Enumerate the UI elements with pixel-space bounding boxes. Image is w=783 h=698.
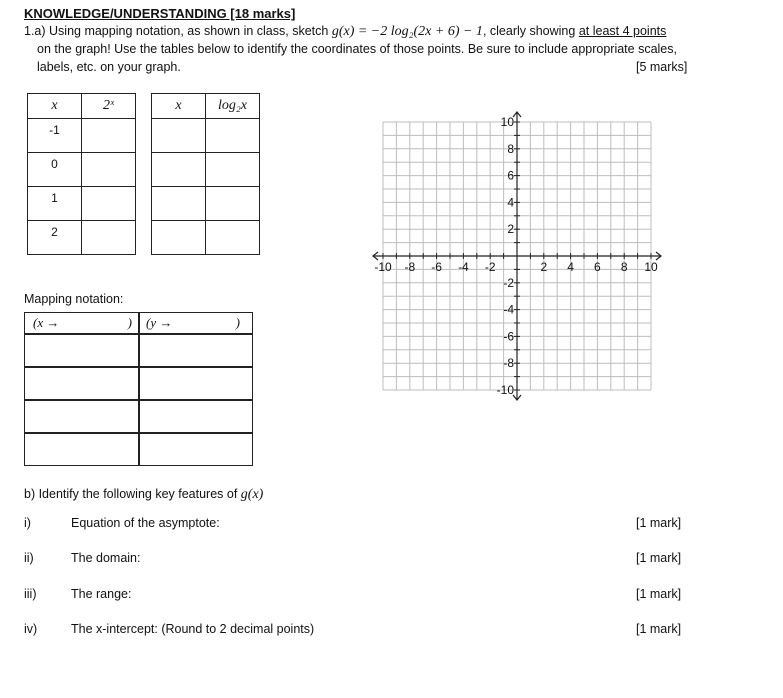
mapping-y-cell[interactable]: [139, 400, 253, 433]
x-tick-label: -6: [431, 260, 442, 274]
y-tick-label: -10: [496, 383, 514, 397]
exp-table-answer-cell[interactable]: [82, 153, 136, 187]
log-table-x-cell[interactable]: [152, 119, 206, 153]
x-tick-label: 2: [540, 260, 548, 274]
x-tick-label: -8: [404, 260, 416, 274]
feature-number: ii): [24, 551, 34, 565]
function-expression: g(x) = −2 log₂(2x + 6) − 1: [331, 24, 483, 39]
x-tick-label: -10: [374, 260, 392, 274]
part-b-heading: [24, 487, 263, 503]
x-tick-label: 4: [567, 260, 574, 274]
log-table-header-log: log₂x: [206, 94, 260, 119]
y-tick-label: 8: [507, 141, 514, 156]
log-table-x-cell[interactable]: [152, 153, 206, 187]
question-a-line2: on the graph! Use the tables below to identify the coordinates of those points. Be sure to include appropriate scales,: [37, 42, 677, 56]
mapping-header-x: (x → ): [24, 312, 139, 334]
y-tick-label: 6: [507, 168, 514, 183]
x-tick-label: 8: [620, 260, 628, 274]
log-table-x-cell[interactable]: [152, 187, 206, 221]
feature-x-intercept-label: The x-intercept: (Round to 2 decimal points): [71, 622, 315, 636]
mapping-x-cell[interactable]: [24, 367, 139, 400]
mapping-x-cell[interactable]: [24, 433, 139, 466]
question-a-emphasis: at least 4 points: [578, 24, 667, 38]
feature-marks: [1 mark]: [636, 551, 682, 565]
feature-number: iii): [24, 587, 37, 601]
question-a-prefix: 1.a) Using mapping notation, as shown in class, sketch: [24, 24, 329, 38]
coordinate-grid[interactable]: [366, 104, 676, 414]
exp-table-answer-cell[interactable]: [82, 119, 136, 153]
question-a-marks: [5 marks]: [636, 60, 688, 74]
mapping-label: Mapping notation:: [24, 292, 124, 306]
log-table: [151, 93, 260, 255]
log-table-header-x: x: [152, 94, 206, 119]
x-tick-label: 10: [644, 260, 658, 274]
mapping-x-cell[interactable]: [24, 334, 139, 367]
mapping-y-cell[interactable]: [139, 367, 253, 400]
part-b-function: g(x): [240, 487, 264, 502]
log-table-answer-cell[interactable]: [206, 221, 260, 255]
mapping-y-cell[interactable]: [139, 334, 253, 367]
feature-range-label: The range:: [71, 587, 132, 601]
exp-table-x-cell: 0: [28, 153, 82, 187]
feature-number: i): [24, 516, 31, 530]
exp-table-answer-cell[interactable]: [82, 187, 136, 221]
exp-table-answer-cell[interactable]: [82, 221, 136, 255]
exp-table-header-2x: 2ˣ: [82, 94, 136, 119]
y-tick-label: -2: [503, 275, 514, 290]
feature-marks: [1 mark]: [636, 516, 682, 530]
feature-marks: [1 mark]: [636, 587, 682, 601]
mapping-table: [24, 312, 253, 466]
log-table-answer-cell[interactable]: [206, 187, 260, 221]
axes: [373, 112, 661, 400]
question-a-line1: [24, 24, 666, 40]
y-tick-label: -8: [503, 356, 514, 371]
exp-table-x-cell: 1: [28, 187, 82, 221]
mapping-x-cell[interactable]: [24, 400, 139, 433]
y-tick-label: 2: [507, 222, 514, 237]
exp-table-header-x: x: [28, 94, 82, 119]
x-tick-label: -4: [458, 260, 469, 274]
y-tick-label: -4: [503, 302, 514, 317]
part-b-prefix: b) Identify the following key features of: [24, 487, 238, 501]
y-tick-label: -6: [503, 329, 514, 344]
exp-table-x-cell: 2: [28, 221, 82, 255]
x-tick-label: -2: [484, 260, 496, 274]
log-table-x-cell[interactable]: [152, 221, 206, 255]
feature-number: iv): [24, 622, 38, 636]
question-a-line3: labels, etc. on your graph.: [37, 60, 181, 74]
feature-asymptote-label: Equation of the asymptote:: [71, 516, 220, 530]
feature-marks: [1 mark]: [636, 622, 682, 636]
y-tick-label: 10: [500, 115, 514, 129]
mapping-header-y: (y → ): [139, 312, 253, 334]
exp-table-x-cell: -1: [28, 119, 82, 153]
log-table-answer-cell[interactable]: [206, 119, 260, 153]
mapping-y-cell[interactable]: [139, 433, 253, 466]
question-a-mid: , clearly showing: [482, 24, 576, 38]
x-tick-label: 6: [594, 260, 601, 274]
section-title: KNOWLEDGE/UNDERSTANDING [18 marks]: [24, 6, 296, 21]
log-table-answer-cell[interactable]: [206, 153, 260, 187]
exp-table: [27, 93, 136, 255]
y-tick-label: 4: [507, 195, 514, 210]
feature-domain-label: The domain:: [71, 551, 141, 565]
